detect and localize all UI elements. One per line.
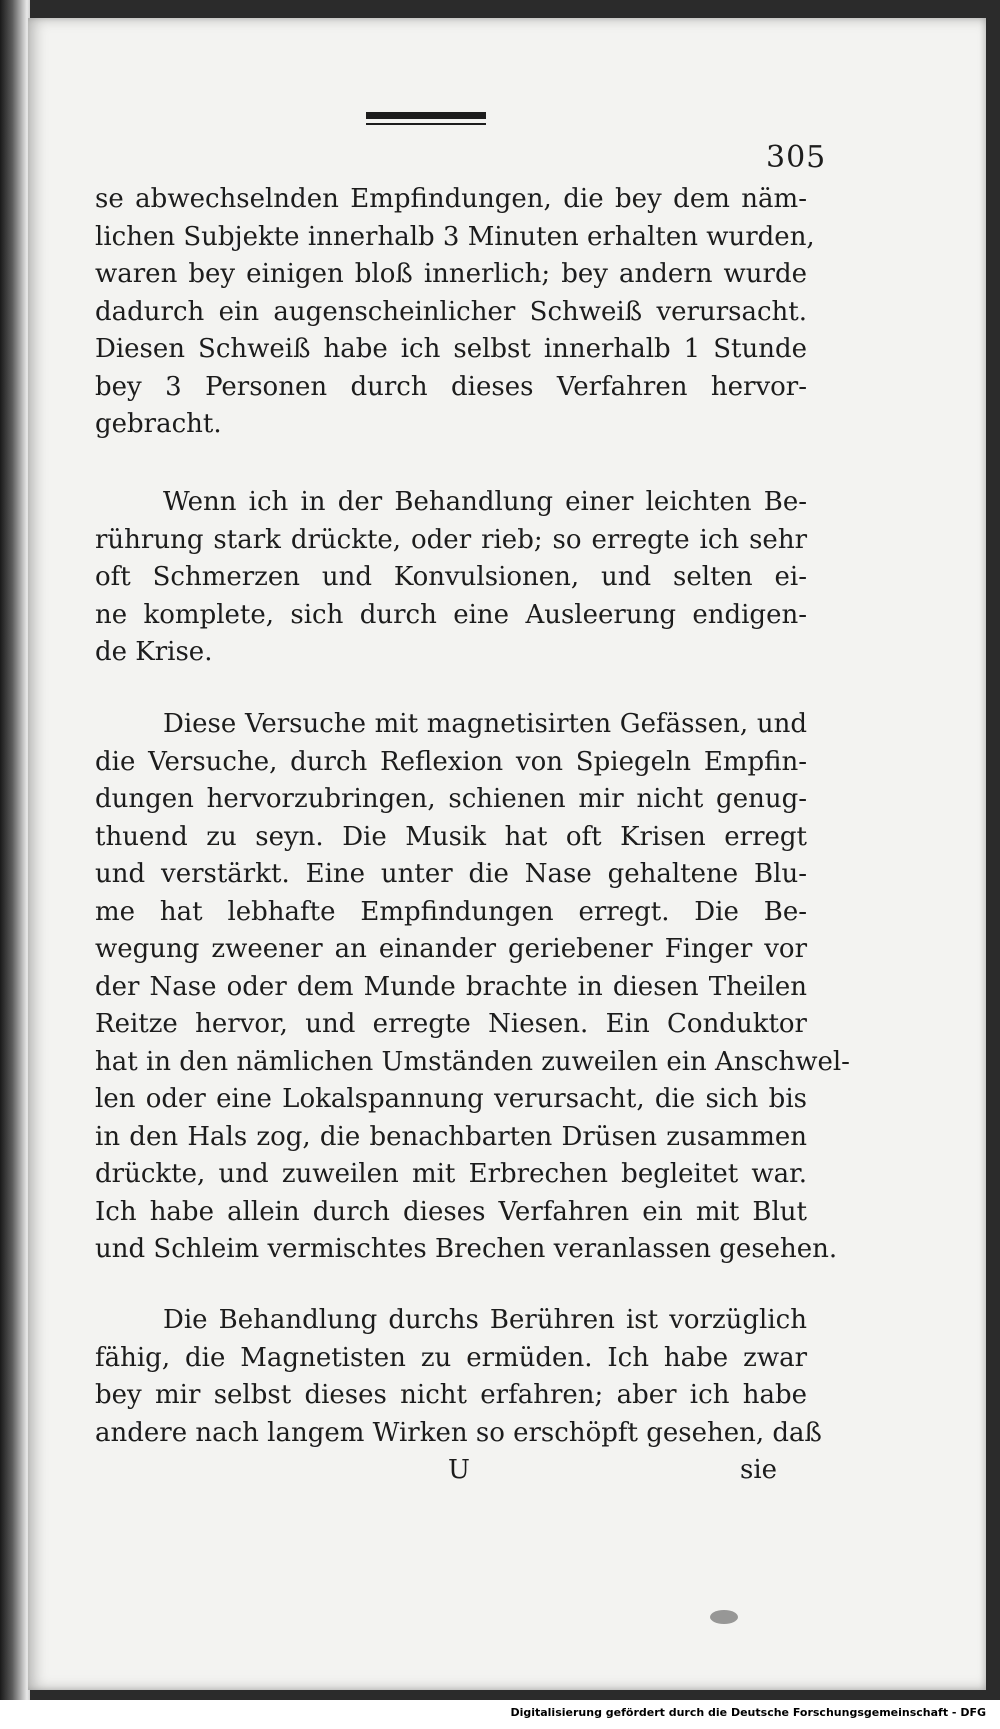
text-line: me hat lebhafte Empfindungen erregt. Die Be- bbox=[95, 896, 807, 927]
text-line: lichen Subjekte innerhalb 3 Minuten erhalten wurden, bbox=[95, 221, 815, 252]
text-line: waren bey einigen bloß innerlich; bey andern wurde bbox=[95, 259, 807, 289]
text-line: Ich habe allein durch dieses Verfahren ein mit Blut bbox=[95, 1196, 807, 1227]
header-rule-thin bbox=[366, 123, 486, 125]
text-line: die Versuche, durch Reflexion von Spiegeln Empfin- bbox=[95, 746, 807, 777]
catchword: sie bbox=[740, 1455, 778, 1485]
text-line: bey 3 Personen durch dieses Verfahren hervor- bbox=[95, 371, 807, 402]
text-line: und verstärkt. Eine unter die Nase gehaltene Blu- bbox=[95, 859, 807, 889]
text-line: bey mir selbst dieses nicht erfahren; aber ich habe bbox=[95, 1380, 807, 1410]
text-line: dadurch ein augenscheinlicher Schweiß verursacht. bbox=[95, 296, 807, 327]
text-line: len oder eine Lokalspannung verursacht, die sich bis bbox=[95, 1084, 807, 1114]
text-line: hat in den nämlichen Umständen zuweilen ein Anschwel- bbox=[95, 1046, 850, 1077]
signature-mark: U bbox=[448, 1455, 470, 1485]
text-line: drückte, und zuweilen mit Erbrechen begleitet war. bbox=[95, 1159, 807, 1189]
header-rule bbox=[366, 112, 486, 126]
text-line: se abwechselnden Empfindungen, die bey dem näm- bbox=[95, 184, 807, 214]
paragraph-4 bbox=[95, 1302, 822, 1452]
paragraph-2 bbox=[95, 484, 807, 672]
text-line: ne komplete, sich durch eine Ausleerung endigen- bbox=[95, 599, 807, 630]
text-line: in den Hals zog, die benachbarten Drüsen zusammen bbox=[95, 1121, 807, 1152]
paragraph-3 bbox=[95, 706, 850, 1269]
text-line: und Schleim vermischtes Brechen veranlassen gesehen. bbox=[95, 1234, 838, 1264]
digitization-credit: Digitalisierung gefördert durch die Deutsche Forschungsgemeinschaft - DFG bbox=[510, 1706, 986, 1719]
header-rule-thick bbox=[366, 112, 486, 119]
text-line: Diese Versuche mit magnetisirten Gefässen, und bbox=[163, 709, 807, 739]
text-line: thuend zu seyn. Die Musik hat oft Krisen erregt bbox=[95, 821, 807, 852]
facing-page-edge bbox=[0, 0, 30, 1700]
text-line: Wenn ich in der Behandlung einer leichten Be- bbox=[163, 487, 807, 517]
text-line: fähig, die Magnetisten zu ermüden. Ich habe zwar bbox=[95, 1342, 807, 1373]
text-line: Die Behandlung durchs Berühren ist vorzüglich bbox=[163, 1305, 807, 1335]
page-number: 305 bbox=[766, 140, 827, 175]
text-line: der Nase oder dem Munde brachte in diesen Theilen bbox=[95, 971, 807, 1002]
ink-smudge bbox=[710, 1610, 738, 1624]
text-line: wegung zweener an einander geriebener Finger vor bbox=[95, 934, 807, 964]
text-line: Reitze hervor, und erregte Niesen. Ein Conduktor bbox=[95, 1009, 807, 1039]
text-line: rührung stark drückte, oder rieb; so erregte ich sehr bbox=[95, 524, 807, 555]
text-line: dungen hervorzubringen, schienen mir nicht genug- bbox=[95, 784, 807, 814]
text-line: andere nach langem Wirken so erschöpft gesehen, daß bbox=[95, 1417, 822, 1448]
text-line: Diesen Schweiß habe ich selbst innerhalb 1 Stunde bbox=[95, 334, 807, 364]
paragraph-1 bbox=[95, 181, 815, 444]
text-line: gebracht. bbox=[95, 409, 222, 439]
text-line: de Krise. bbox=[95, 637, 213, 667]
text-line: oft Schmerzen und Konvulsionen, und selten ei- bbox=[95, 562, 807, 592]
